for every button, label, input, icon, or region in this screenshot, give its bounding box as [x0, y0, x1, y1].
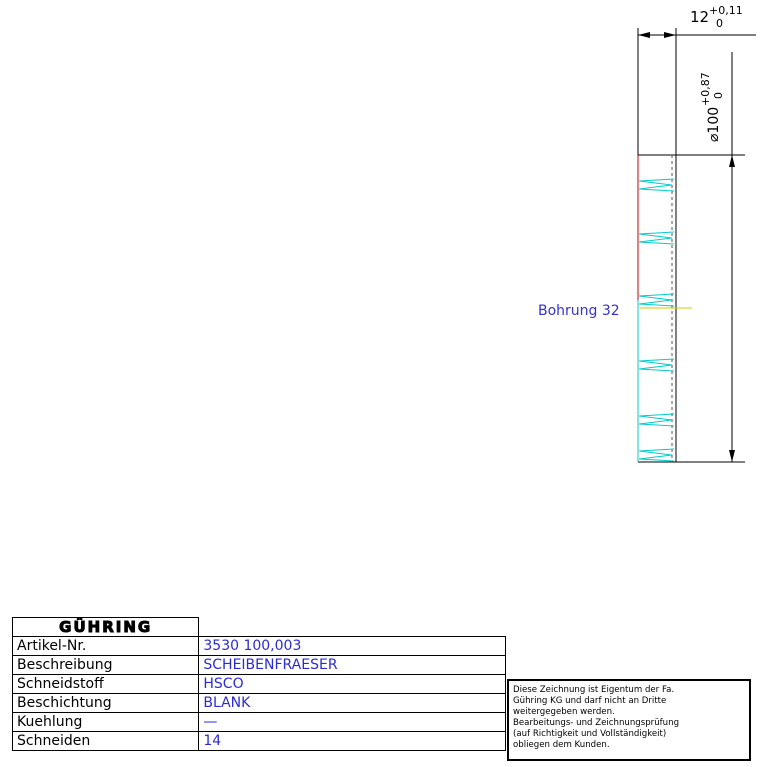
- notice-line: Gühring KG und darf nicht an Dritte: [513, 696, 667, 706]
- notice-line: obliegen dem Kunden.: [513, 740, 610, 750]
- title-block: [12, 617, 506, 751]
- title-row-material: [13, 675, 506, 694]
- title-row-article: [13, 637, 506, 656]
- title-row-description: [13, 656, 506, 675]
- title-value-cooling: —: [199, 713, 506, 732]
- title-key-article: Artikel-Nr.: [13, 637, 199, 656]
- diameter-arrow-top: [729, 155, 735, 167]
- diameter-arrow-bottom: [729, 450, 735, 462]
- title-value-coating: BLANK: [199, 694, 506, 713]
- title-value-material: HSCO: [199, 675, 506, 694]
- cutter-profile: [638, 155, 692, 462]
- tooth-line: [639, 242, 674, 244]
- tooth-line: [639, 189, 674, 191]
- title-value-flutes: 14: [199, 732, 506, 751]
- diameter-lower-tol: 0: [712, 92, 725, 99]
- tooth-line: [639, 459, 674, 461]
- title-key-flutes: Schneiden: [13, 732, 199, 751]
- title-logo-row: [13, 618, 506, 637]
- title-row-flutes: [13, 732, 506, 751]
- title-value-article: 3530 100,003: [199, 637, 506, 656]
- notice-line: Diese Zeichnung ist Eigentum der Fa.: [513, 685, 675, 695]
- tooth-line: [639, 451, 672, 455]
- tooth-line: [639, 234, 672, 238]
- title-logo-spacer: [199, 618, 506, 637]
- tooth-line: [639, 232, 674, 234]
- tooth-line: [639, 300, 672, 304]
- tooth-line: [639, 179, 674, 181]
- tooth-line: [639, 369, 674, 371]
- notice-line: Bearbeitungs- und Zeichnungsprüfung: [513, 718, 680, 728]
- title-key-material: Schneidstoff: [13, 675, 199, 694]
- tooth-line: [639, 304, 674, 306]
- tooth-line: [639, 361, 672, 365]
- title-row-cooling: [13, 713, 506, 732]
- tooth-line: [639, 185, 672, 189]
- width-arrow-right: [664, 32, 676, 38]
- tooth-line: [639, 414, 674, 416]
- diameter-nominal: ⌀100: [706, 106, 722, 142]
- title-value-description: SCHEIBENFRAESER: [199, 656, 506, 675]
- tooth-line: [639, 238, 672, 242]
- diameter-dimension: [676, 52, 745, 462]
- cutter-teeth: [639, 179, 674, 461]
- notice-line: (auf Richtigkeit und Vollständigkeit): [513, 729, 667, 739]
- width-upper-tol: +0,11: [709, 4, 743, 17]
- width-arrow-left: [638, 32, 650, 38]
- tooth-line: [639, 449, 674, 451]
- tooth-line: [639, 359, 674, 361]
- diameter-upper-tol: +0,87: [699, 72, 712, 106]
- title-row-coating: [13, 694, 506, 713]
- tooth-line: [639, 416, 672, 420]
- title-key-cooling: Kuehlung: [13, 713, 199, 732]
- width-lower-tol: 0: [716, 17, 723, 30]
- tooth-line: [639, 294, 674, 296]
- notice-line: weitergegeben werden.: [513, 707, 615, 717]
- tooth-line: [639, 455, 672, 459]
- bore-label: Bohrung 32: [538, 303, 620, 319]
- tooth-line: [639, 296, 672, 300]
- title-key-description: Beschreibung: [13, 656, 199, 675]
- tooth-line: [639, 181, 672, 185]
- width-dimension: [638, 4, 756, 155]
- tooth-line: [639, 424, 674, 426]
- tooth-line: [639, 365, 672, 369]
- tooth-line: [639, 420, 672, 424]
- width-nominal: 12: [690, 8, 710, 26]
- title-key-coating: Beschichtung: [13, 694, 199, 713]
- company-logo: GÜHRING: [13, 618, 199, 637]
- ownership-notice: [507, 679, 751, 761]
